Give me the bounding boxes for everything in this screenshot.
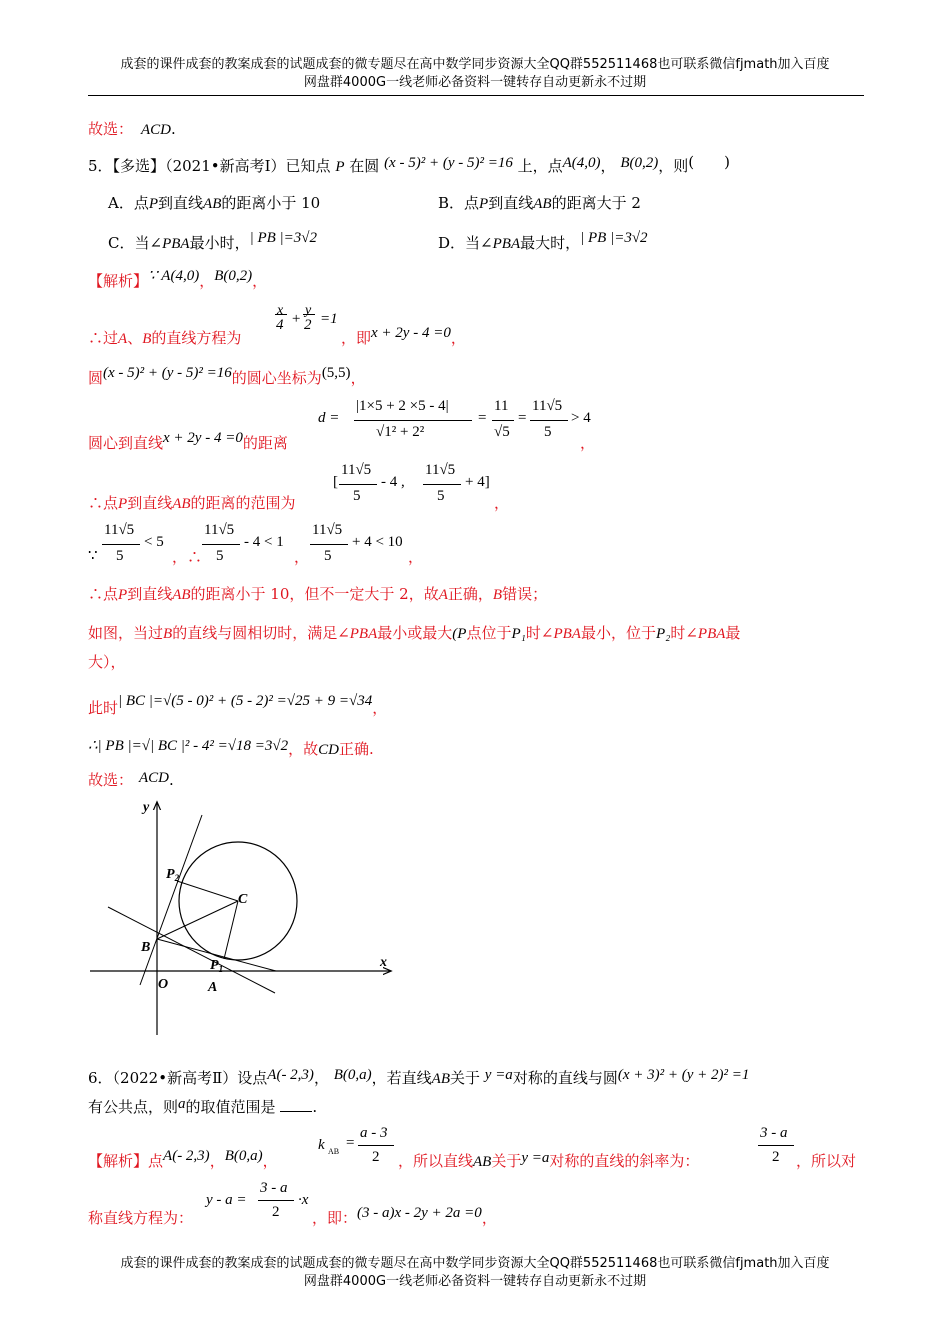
sol5-distance-formula: d = |1×5 + 2 ×5 - 4| √1² + 2² = 11 √5 = 11√5 5 > 4 xyxy=(318,398,591,440)
header-rule xyxy=(88,95,864,96)
sol6-line-1-b: ，所以直线AB关于y =a对称的直线的斜率为： xyxy=(398,1150,700,1170)
label-x: x xyxy=(380,955,387,970)
sol6-symmetric-line: y - a = 3 - a 2 ·x xyxy=(206,1180,309,1220)
q5-option-d[interactable]: D．当∠PBA最大时，| PB |=3√2 xyxy=(438,230,648,252)
footer-line-2: 网盘群4000G一线老师必备资料一键转存自动更新永不过期 xyxy=(303,1274,647,1289)
sol6-line-2-b: ，即：(3 - a)x - 2y + 2a =0， xyxy=(312,1205,497,1227)
q5-stem: 5．【多选】（2021•新高考Ⅰ）已知点 P 在圆 (x - 5)² + (y - 5)² =16 上，点A(4,0)， B(0,2)，则( ) xyxy=(88,153,730,175)
sol6-line-1: 【解析】点A(- 2,3)，B(0,a)， xyxy=(88,1148,278,1170)
header-line-2: 网盘群4000G一线老师必备资料一键转存自动更新永不过期 xyxy=(303,75,647,90)
label-y: y xyxy=(143,800,150,815)
segment-p1-c xyxy=(224,901,238,959)
label-b: B xyxy=(141,940,151,955)
header-line-1: 成套的课件成套的教案成套的试题成套的微专题尽在高中数学同步资源大全QQ群552511468也可联系微信fjmath加入百度 xyxy=(120,57,830,72)
sol5-line-4-end: ， xyxy=(580,434,596,452)
sol5-line-2-b: ，即x + 2y - 4 =0， xyxy=(341,325,466,347)
sol5-line-3: 圆(x - 5)² + (y - 5)² =16的圆心坐标为(5,5)， xyxy=(88,365,366,387)
sol5-line-5-end: ， xyxy=(494,494,510,512)
q5-option-b[interactable]: B．点P到直线AB的距离大于 2 xyxy=(438,194,641,212)
label-o: O xyxy=(158,977,169,992)
sol5-line-9: 此时| BC |=√(5 - 0)² + (5 - 2)² =√25 + 9 =√34， xyxy=(88,693,388,717)
sol5-line-2: ∴过A、B的直线方程为 xyxy=(88,329,242,347)
label-c: C xyxy=(238,892,248,907)
label-p1: $P_1$ xyxy=(210,958,224,974)
sol5-answer: 故选： ACD. xyxy=(88,770,174,789)
sol6-line-1-end: ，所以对 xyxy=(796,1152,857,1170)
q5-option-a[interactable]: A．点P到直线AB的距离小于 10 xyxy=(108,194,321,212)
label-a: A xyxy=(208,980,218,995)
label-p2: $P_2$ xyxy=(166,867,180,883)
geometry-figure xyxy=(80,795,400,1040)
sol5-line-8-cont: 大）， xyxy=(88,653,126,671)
footer-line-1: 成套的课件成套的教案成套的试题成套的微专题尽在高中数学同步资源大全QQ群552511468也可联系微信fjmath加入百度 xyxy=(120,1256,830,1271)
sol5-line-8: 如图，当过B的直线与圆相切时，满足∠PBA最小或最大(P点位于P₁时∠PBA最小，位于P₂时∠PBA最 xyxy=(88,624,741,642)
q6-stem-2: 有公共点，则a的取值范围是 . xyxy=(88,1096,318,1116)
tangent-line-1 xyxy=(140,815,202,985)
sol5-line-4: 圆心到直线x + 2y - 4 =0的距离 xyxy=(88,430,288,452)
sol6-slope-ab: k AB = a - 3 2 xyxy=(318,1125,398,1169)
sol5-line-1: 【解析】∵ A(4,0)，B(0,2)， xyxy=(88,268,268,290)
q5-option-c[interactable]: C．当∠PBA最小时，| PB |=3√2 xyxy=(108,230,318,252)
segment-b-c xyxy=(157,901,238,939)
sol5-range-formula: [ 11√5 5 - 4 , 11√5 5 + 4] xyxy=(333,462,490,504)
sol6-line-2: 称直线方程为： xyxy=(88,1209,194,1227)
sol5-line-7: ∴点P到直线AB的距离小于 10，但不一定大于 2，故A正确，B错误； xyxy=(88,585,548,603)
sol6-symmetric-slope: 3 - a 2 xyxy=(758,1125,798,1169)
tangent-line-2 xyxy=(108,907,275,993)
segment-p2-c xyxy=(177,881,238,901)
sol5-line-6: ∵ 11√5 5 < 5 ，∴ 11√5 5 - 4 < 1 ， 11√5 5 + 4 < 10 ， xyxy=(88,522,424,566)
sol5-line-5: ∴点P到直线AB的距离的范围为 xyxy=(88,494,296,512)
q6-stem: 6．（2022•新高考Ⅱ）设点A(- 2,3)， B(0,a)，若直线AB关于 y =a对称的直线与圆(x + 3)² + (y + 2)² =1 xyxy=(88,1067,750,1087)
sol5-line-10: ∴| PB |=√| BC |² - 4² =√18 =3√2，故CD正确. xyxy=(88,738,374,758)
answer-blank[interactable] xyxy=(280,1099,312,1112)
top-answer: 故选： ACD. xyxy=(88,120,176,138)
